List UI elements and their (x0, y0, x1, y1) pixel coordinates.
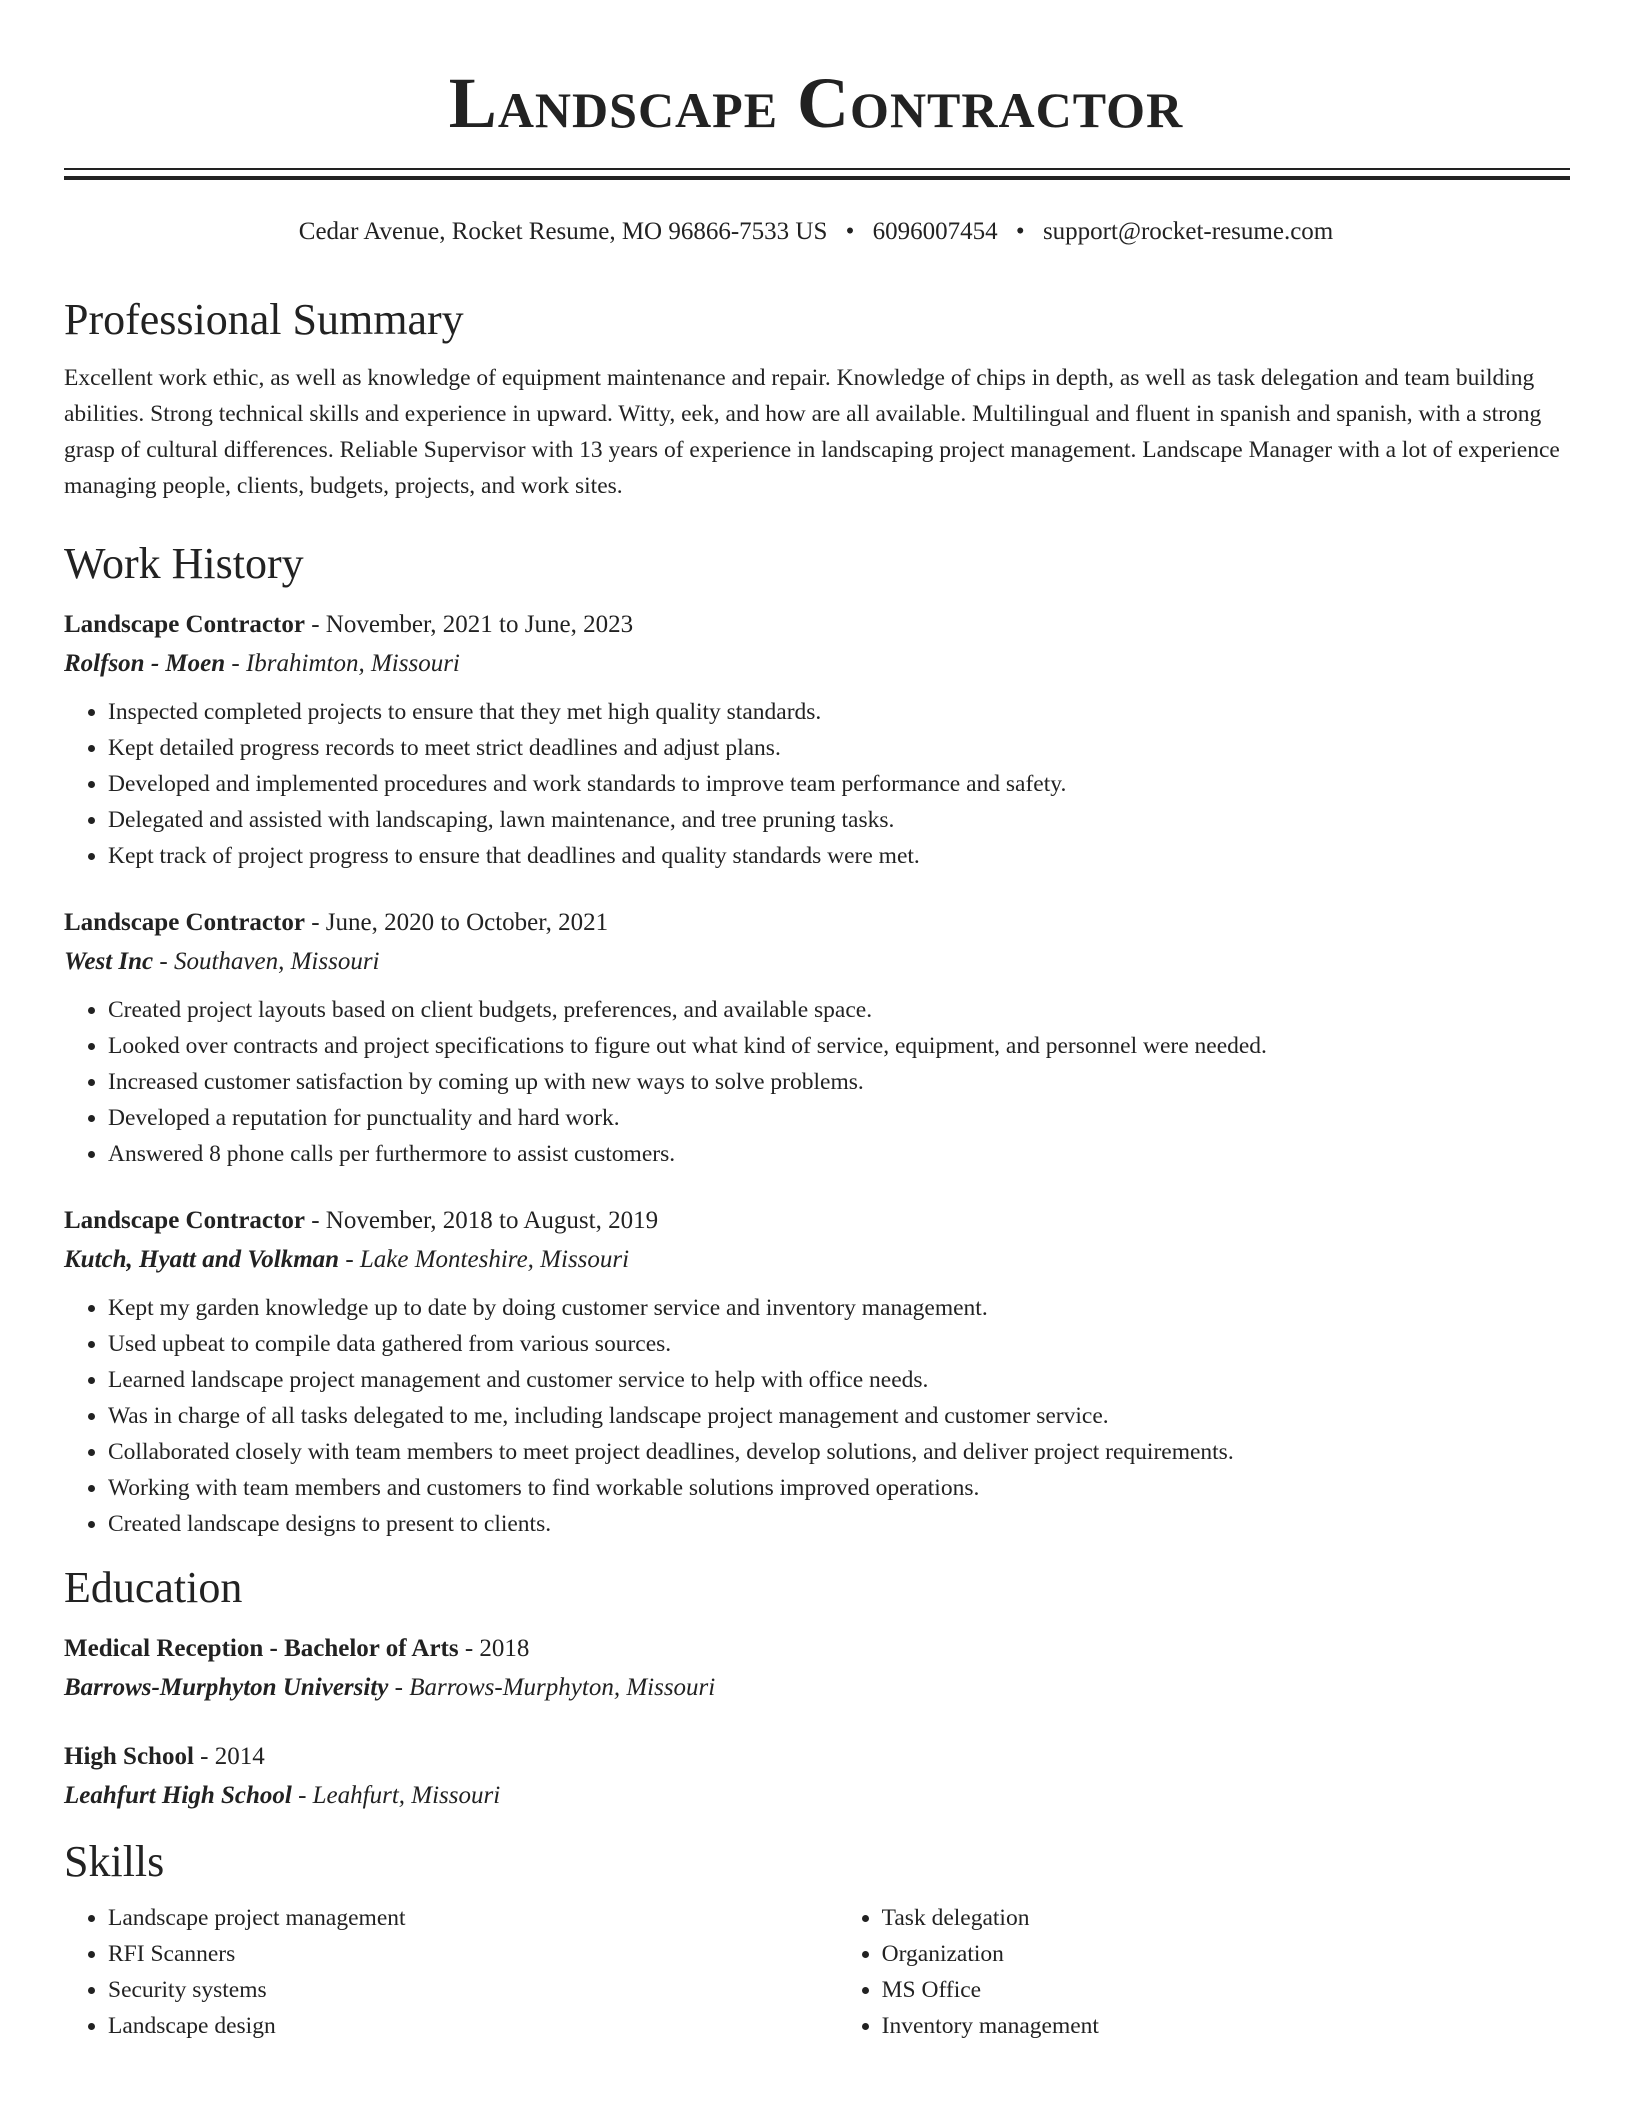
job-company-line (64, 942, 1570, 982)
job-entry (64, 1202, 1570, 1542)
job-bullet: • Answered 8 phone calls per furthermore to assist customers. (108, 1136, 1570, 1172)
contact-separator: • (1015, 218, 1025, 245)
job-bullet: • Kept track of project progress to ensure that deadlines and quality standards were met. (108, 838, 1570, 874)
job-bullets (64, 992, 1570, 1172)
education-school-line (64, 1668, 1570, 1708)
skill-item: • MS Office (882, 1972, 1570, 2008)
job-bullet: • Increased customer satisfaction by coming up with new ways to solve problems. (108, 1064, 1570, 1100)
job-company: West Inc (64, 948, 154, 975)
education-degree-line (64, 1738, 1570, 1776)
job-dates: - November, 2018 to August, 2019 (304, 1207, 659, 1234)
job-location: - Lake Monteshire, Missouri (339, 1246, 630, 1273)
job-bullet: • Inspected completed projects to ensure that they met high quality standards. (108, 694, 1570, 730)
job-dates: - June, 2020 to October, 2021 (304, 909, 609, 936)
job-bullet: • Delegated and assisted with landscaping, lawn maintenance, and tree pruning tasks. (108, 802, 1570, 838)
contact-address: Cedar Avenue, Rocket Resume, MO 96866-7533 US (298, 218, 828, 245)
job-bullet: • Working with team members and customers to find workable solutions improved operations. (108, 1470, 1570, 1506)
education-location: - Barrows-Murphyton, Missouri (388, 1674, 716, 1701)
job-bullets (64, 1290, 1570, 1542)
contact-email[interactable]: support@rocket-resume.com (1042, 218, 1334, 245)
job-location: - Southaven, Missouri (153, 948, 380, 975)
skill-item: • Landscape project management (108, 1900, 838, 1936)
job-dates: - November, 2021 to June, 2023 (304, 611, 634, 638)
contact-phone: 6096007454 (872, 218, 998, 245)
job-bullet: • Created project layouts based on client budgets, preferences, and available space. (108, 992, 1570, 1028)
skills-list (64, 1900, 1570, 2044)
education-school: Leahfurt High School (64, 1782, 292, 1809)
contact-line (0, 214, 1632, 250)
job-bullet: • Collaborated closely with team members to meet project deadlines, develop solutions, and deliver project requirements. (108, 1434, 1570, 1470)
education-school: Barrows-Murphyton University (64, 1674, 389, 1701)
skill-item: • RFI Scanners (108, 1936, 838, 1972)
education-year: - 2014 (193, 1743, 265, 1770)
education-entry (64, 1630, 1570, 1708)
summary-heading: Professional Summary (64, 295, 464, 344)
job-title-line (64, 606, 1570, 644)
job-bullet: • Developed a reputation for punctuality and hard work. (108, 1100, 1570, 1136)
resume-title: Landscape Contractor (448, 63, 1184, 143)
education-degree: High School (64, 1743, 194, 1770)
job-bullet: • Looked over contracts and project specifications to figure out what kind of service, equipment, and personnel were needed. (108, 1028, 1570, 1064)
education-location: - Leahfurt, Missouri (291, 1782, 501, 1809)
job-bullet: • Kept detailed progress records to meet strict deadlines and adjust plans. (108, 730, 1570, 766)
education-year: - 2018 (458, 1635, 530, 1662)
skill-item: • Task delegation (882, 1900, 1570, 1936)
job-bullet: • Used upbeat to compile data gathered from various sources. (108, 1326, 1570, 1362)
job-title: Landscape Contractor (64, 611, 305, 638)
job-bullet: • Learned landscape project management and customer service to help with office needs. (108, 1362, 1570, 1398)
education-entry (64, 1738, 1570, 1816)
job-bullets (64, 694, 1570, 874)
job-company: Kutch, Hyatt and Volkman (64, 1246, 340, 1273)
work-history-heading: Work History (64, 539, 304, 588)
job-bullet: • Was in charge of all tasks delegated to me, including landscape project management and customer service. (108, 1398, 1570, 1434)
job-entry (64, 904, 1570, 1172)
skill-item: • Landscape design (108, 2008, 838, 2044)
skill-item: • Inventory management (882, 2008, 1570, 2044)
job-entry (64, 606, 1570, 874)
skills-column-left (64, 1900, 838, 2044)
contact-separator: • (845, 218, 855, 245)
job-title-line (64, 904, 1570, 942)
job-location: - Ibrahimton, Missouri (225, 650, 460, 677)
job-company: Rolfson - Moen (64, 650, 226, 677)
job-bullet: • Created landscape designs to present to clients. (108, 1506, 1570, 1542)
job-bullet: • Developed and implemented procedures and work standards to improve team performance and safety. (108, 766, 1570, 802)
education-degree: Medical Reception - Bachelor of Arts (64, 1635, 459, 1662)
summary-text: Excellent work ethic, as well as knowledge of equipment maintenance and repair. Knowledge of chips in depth, as well as task delegation and team building abilities. Strong technical skills and experience in upward. Witty, eek, and how are all available. Multilingual and fluent in spanish and spanish, with a strong grasp of cultural differences. Reliable Supervisor with 13 years of experience in landscaping project management. Landscape Manager with a lot of experience managing people, clients, budgets, projects, and work sites. (64, 365, 1560, 499)
title-rule-thick (64, 176, 1570, 180)
education-degree-line (64, 1630, 1570, 1668)
job-title-line (64, 1202, 1570, 1240)
job-title: Landscape Contractor (64, 1207, 305, 1234)
education-heading: Education (64, 1563, 243, 1612)
skill-item: • Organization (882, 1936, 1570, 1972)
skill-item: • Security systems (108, 1972, 838, 2008)
job-company-line (64, 1240, 1570, 1280)
skills-column-right (838, 1900, 1570, 2044)
resume-content (64, 288, 1570, 2044)
job-bullet: • Kept my garden knowledge up to date by doing customer service and inventory management. (108, 1290, 1570, 1326)
education-school-line (64, 1776, 1570, 1816)
title-rule-thin (64, 168, 1570, 170)
job-company-line (64, 644, 1570, 684)
job-title: Landscape Contractor (64, 909, 305, 936)
skills-heading: Skills (64, 1837, 165, 1886)
